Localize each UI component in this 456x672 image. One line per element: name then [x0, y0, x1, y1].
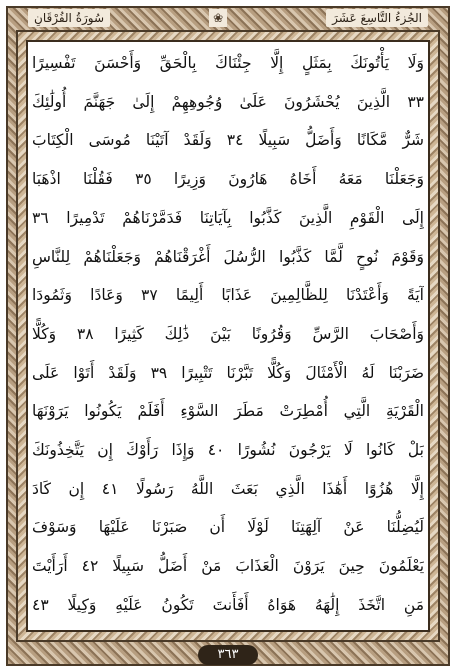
text-line: ٣٣ الَّذِينَ يُحْشَرُونَ عَلَىٰ وُجُوهِهِمْ إِلَىٰ جَهَنَّمَ أُولَٰئِكَ — [32, 92, 424, 111]
quran-text — [32, 44, 424, 624]
page-header — [16, 8, 440, 28]
text-line: بَلْ كَانُوا لَا يَرْجُونَ نُشُورًا ٤٠ وَإِذَا رَأَوْكَ إِن يَتَّخِذُونَكَ — [32, 441, 424, 460]
text-line: الْقَرْيَةِ الَّتِي أُمْطِرَتْ مَطَرَ السَّوْءِ أَفَلَمْ يَكُونُوا يَرَوْنَهَا — [32, 402, 424, 421]
text-line: وَلَا يَأْتُونَكَ بِمَثَلٍ إِلَّا جِئْنَاكَ بِالْحَقِّ وَأَحْسَنَ تَفْسِيرًا — [32, 54, 424, 72]
text-line: مَنِ اتَّخَذَ إِلَٰهَهُ هَوَاهُ أَفَأَنتَ تَكُونُ عَلَيْهِ وَكِيلًا ٤٣ — [32, 595, 424, 614]
text-line: إِلَى الْقَوْمِ الَّذِينَ كَذَّبُوا بِآيَاتِنَا فَدَمَّرْنَاهُمْ تَدْمِيرًا ٣٦ — [32, 208, 424, 227]
page-number: ٣٦٣ — [198, 645, 258, 665]
juz-title: الجُزءُ التَّاسِعَ عَشَرَ — [326, 9, 428, 27]
text-line: شَرٌّ مَّكَانًا وَأَضَلُّ سَبِيلًا ٣٤ وَلَقَدْ آتَيْنَا مُوسَى الْكِتَابَ — [32, 131, 424, 150]
text-line: إِلَّا هُزُوًا أَهَٰذَا الَّذِي بَعَثَ اللَّهُ رَسُولًا ٤١ إِن كَادَ — [32, 479, 424, 498]
text-line: لَيُضِلُّنَا عَنْ آلِهَتِنَا لَوْلَا أَن صَبَرْنَا عَلَيْهَا وَسَوْفَ — [32, 518, 424, 537]
text-line: يَعْلَمُونَ حِينَ يَرَوْنَ الْعَذَابَ مَنْ أَضَلُّ سَبِيلًا ٤٢ أَرَأَيْتَ — [32, 557, 424, 576]
surah-title: سُورَةُ الفُرْقَانِ — [28, 9, 110, 27]
header-ornament-icon: ❀ — [209, 9, 227, 27]
text-line: وَقَوْمَ نُوحٍ لَّمَّا كَذَّبُوا الرُّسُلَ أَغْرَقْنَاهُمْ وَجَعَلْنَاهُمْ لِلنَّاسِ — [32, 247, 424, 266]
text-line: وَأَصْحَابَ الرَّسِّ وَقُرُونًا بَيْنَ ذَٰلِكَ كَثِيرًا ٣٨ وَكُلًّا — [32, 324, 424, 343]
text-line: آيَةً وَأَعْتَدْنَا لِلظَّالِمِينَ عَذَابًا أَلِيمًا ٣٧ وَعَادًا وَثَمُودَا — [32, 286, 424, 305]
text-line: وَجَعَلْنَا مَعَهُ أَخَاهُ هَارُونَ وَزِيرًا ٣٥ فَقُلْنَا اذْهَبَا — [32, 170, 424, 189]
text-line: ضَرَبْنَا لَهُ الْأَمْثَالَ وَكُلًّا تَبَّرْنَا تَتْبِيرًا ٣٩ وَلَقَدْ أَتَوْا عَلَى — [32, 363, 424, 382]
